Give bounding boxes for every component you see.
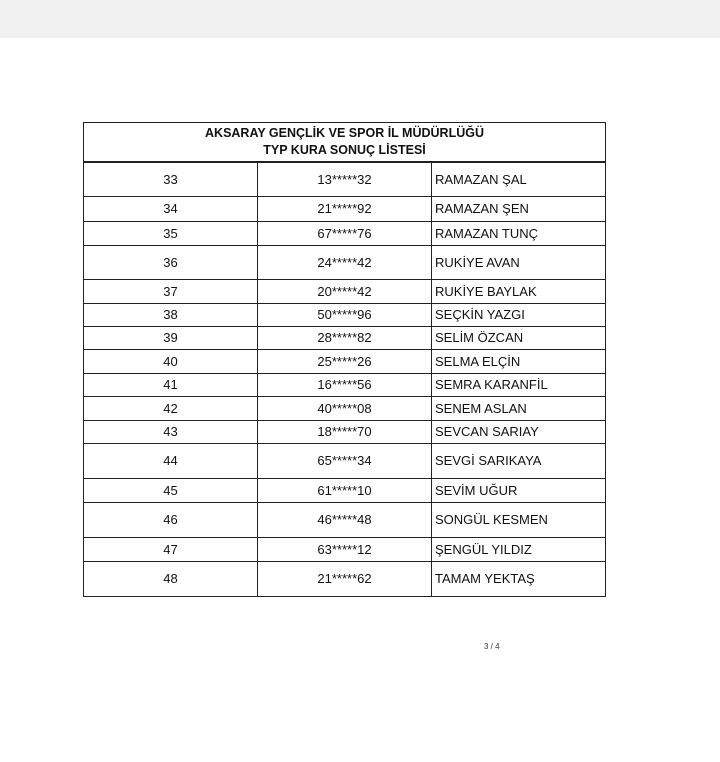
row-number: 41 — [84, 373, 258, 396]
person-name: SEÇKİN YAZGI — [432, 303, 606, 326]
title-line-2: TYP KURA SONUÇ LİSTESİ — [263, 143, 426, 157]
table-row — [84, 162, 606, 196]
id-number: 18*****70 — [258, 420, 432, 443]
id-number: 25*****26 — [258, 349, 432, 373]
table-row — [84, 326, 606, 349]
person-name: ŞENGÜL YILDIZ — [432, 537, 606, 561]
person-name: SEMRA KARANFİL — [432, 373, 606, 396]
row-number: 35 — [84, 221, 258, 245]
person-name: RUKİYE BAYLAK — [432, 279, 606, 303]
row-number: 36 — [84, 245, 258, 279]
person-name: RAMAZAN TUNÇ — [432, 221, 606, 245]
table-row — [84, 478, 606, 502]
row-number: 46 — [84, 502, 258, 537]
id-number: 63*****12 — [258, 537, 432, 561]
person-name: RAMAZAN ŞAL — [432, 162, 606, 196]
row-number: 34 — [84, 196, 258, 221]
table-title — [84, 123, 606, 163]
person-name: SEVİM UĞUR — [432, 478, 606, 502]
row-number: 37 — [84, 279, 258, 303]
id-number: 40*****08 — [258, 396, 432, 420]
table-row — [84, 561, 606, 596]
id-number: 28*****82 — [258, 326, 432, 349]
person-name: SEVCAN SARIAY — [432, 420, 606, 443]
page-number: 3 / 4 — [484, 642, 500, 651]
row-number: 47 — [84, 537, 258, 561]
viewer-top-bar — [0, 0, 720, 38]
title-line-1: AKSARAY GENÇLİK VE SPOR İL MÜDÜRLÜĞÜ — [205, 126, 484, 140]
row-number: 33 — [84, 162, 258, 196]
row-number: 44 — [84, 443, 258, 478]
id-number: 21*****92 — [258, 196, 432, 221]
table-row — [84, 396, 606, 420]
table-row — [84, 349, 606, 373]
person-name: RUKİYE AVAN — [432, 245, 606, 279]
table-row — [84, 279, 606, 303]
table-row — [84, 420, 606, 443]
table-row — [84, 303, 606, 326]
id-number: 16*****56 — [258, 373, 432, 396]
row-number: 45 — [84, 478, 258, 502]
table-row — [84, 196, 606, 221]
table-row — [84, 502, 606, 537]
person-name: SELMA ELÇİN — [432, 349, 606, 373]
row-number: 38 — [84, 303, 258, 326]
table-row — [84, 221, 606, 245]
table-row — [84, 443, 606, 478]
row-number: 40 — [84, 349, 258, 373]
id-number: 67*****76 — [258, 221, 432, 245]
table-header — [84, 123, 606, 163]
row-number: 39 — [84, 326, 258, 349]
person-name: SENEM ASLAN — [432, 396, 606, 420]
id-number: 21*****62 — [258, 561, 432, 596]
person-name: SEVGİ SARIKAYA — [432, 443, 606, 478]
person-name: TAMAM YEKTAŞ — [432, 561, 606, 596]
person-name: SELİM ÖZCAN — [432, 326, 606, 349]
results-table — [83, 122, 606, 597]
row-number: 42 — [84, 396, 258, 420]
id-number: 61*****10 — [258, 478, 432, 502]
row-number: 48 — [84, 561, 258, 596]
row-number: 43 — [84, 420, 258, 443]
person-name: RAMAZAN ŞEN — [432, 196, 606, 221]
table-row — [84, 245, 606, 279]
id-number: 20*****42 — [258, 279, 432, 303]
table-row — [84, 373, 606, 396]
id-number: 65*****34 — [258, 443, 432, 478]
person-name: SONGÜL KESMEN — [432, 502, 606, 537]
table-row — [84, 537, 606, 561]
id-number: 13*****32 — [258, 162, 432, 196]
id-number: 24*****42 — [258, 245, 432, 279]
id-number: 46*****48 — [258, 502, 432, 537]
id-number: 50*****96 — [258, 303, 432, 326]
